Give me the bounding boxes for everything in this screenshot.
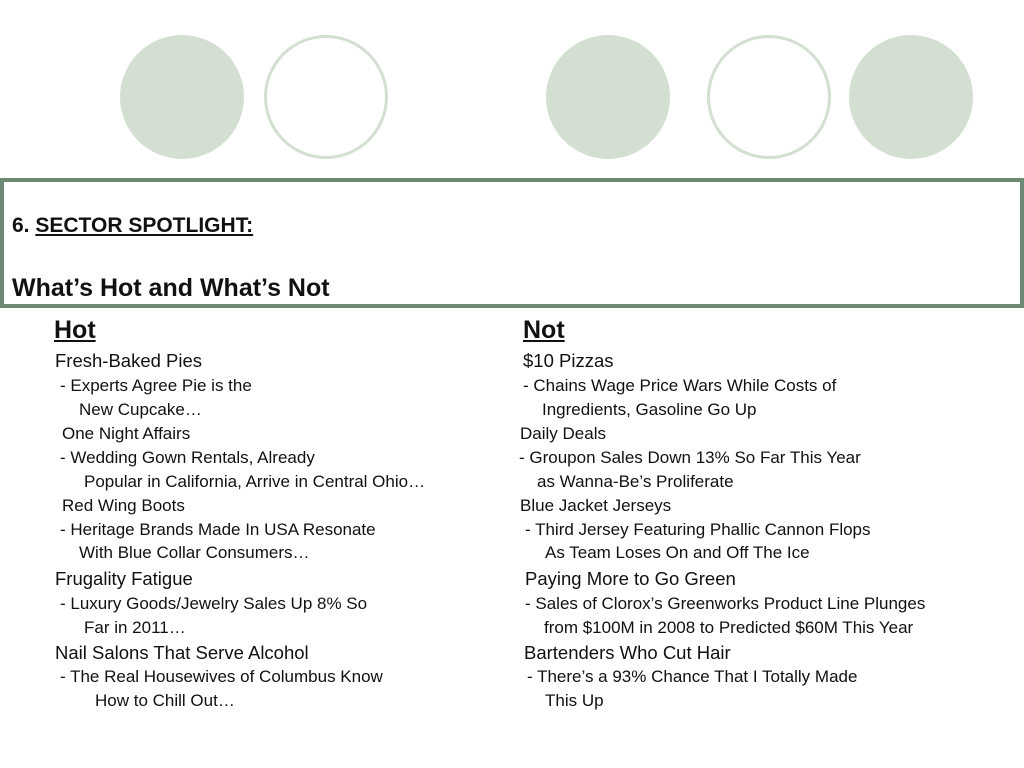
not-item: Blue Jacket Jerseys [520, 496, 672, 515]
not-detail: as Wanna-Be’s Proliferate [537, 472, 734, 491]
title-box [0, 178, 1024, 308]
hot-item: Fresh-Baked Pies [55, 350, 203, 371]
hot-detail: Far in 2011… [84, 618, 186, 637]
not-detail: As Team Loses On and Off The Ice [545, 543, 810, 562]
not-item: Daily Deals [520, 424, 606, 443]
hot-heading: Hot [54, 316, 96, 344]
hot-detail: - Heritage Brands Made In USA Resonate [60, 520, 376, 539]
hot-detail: New Cupcake… [79, 400, 202, 419]
hot-detail: - Experts Agree Pie is the [60, 376, 252, 395]
section-number: 6. [12, 214, 30, 237]
not-heading: Not [523, 316, 565, 344]
section-label: SECTOR SPOTLIGHT: [35, 214, 254, 237]
not-detail: - Sales of Clorox’s Greenworks Product Line Plunges [525, 594, 926, 613]
decorative-circle [120, 35, 244, 159]
slide-title: What’s Hot and What’s Not [12, 274, 330, 302]
hot-item: One Night Affairs [62, 424, 191, 443]
not-detail: from $100M in 2008 to Predicted $60M This Year [544, 618, 914, 637]
not-detail: - Third Jersey Featuring Phallic Cannon Flops [525, 520, 871, 539]
hot-item: Frugality Fatigue [55, 568, 193, 589]
decorative-circle [849, 35, 973, 159]
decorative-circle [546, 35, 670, 159]
not-detail: - Chains Wage Price Wars While Costs of [523, 376, 837, 395]
decorative-circle [264, 35, 388, 159]
hot-item: Nail Salons That Serve Alcohol [55, 642, 309, 663]
section-heading [12, 214, 253, 238]
not-item: $10 Pizzas [523, 350, 614, 371]
hot-detail: - The Real Housewives of Columbus Know [60, 667, 383, 686]
hot-detail: How to Chill Out… [95, 691, 235, 710]
hot-item: Red Wing Boots [62, 496, 185, 515]
not-detail: - There’s a 93% Chance That I Totally Made [527, 667, 858, 686]
hot-detail: With Blue Collar Consumers… [79, 543, 310, 562]
not-item: Paying More to Go Green [525, 568, 736, 589]
not-detail: This Up [545, 691, 604, 710]
not-detail: Ingredients, Gasoline Go Up [542, 400, 757, 419]
not-item: Bartenders Who Cut Hair [524, 642, 731, 663]
hot-detail: - Wedding Gown Rentals, Already [60, 448, 315, 467]
hot-detail: - Luxury Goods/Jewelry Sales Up 8% So [60, 594, 368, 613]
decorative-circle [707, 35, 831, 159]
hot-detail: Popular in California, Arrive in Central Ohio… [84, 472, 426, 491]
not-detail: - Groupon Sales Down 13% So Far This Year [519, 448, 861, 467]
